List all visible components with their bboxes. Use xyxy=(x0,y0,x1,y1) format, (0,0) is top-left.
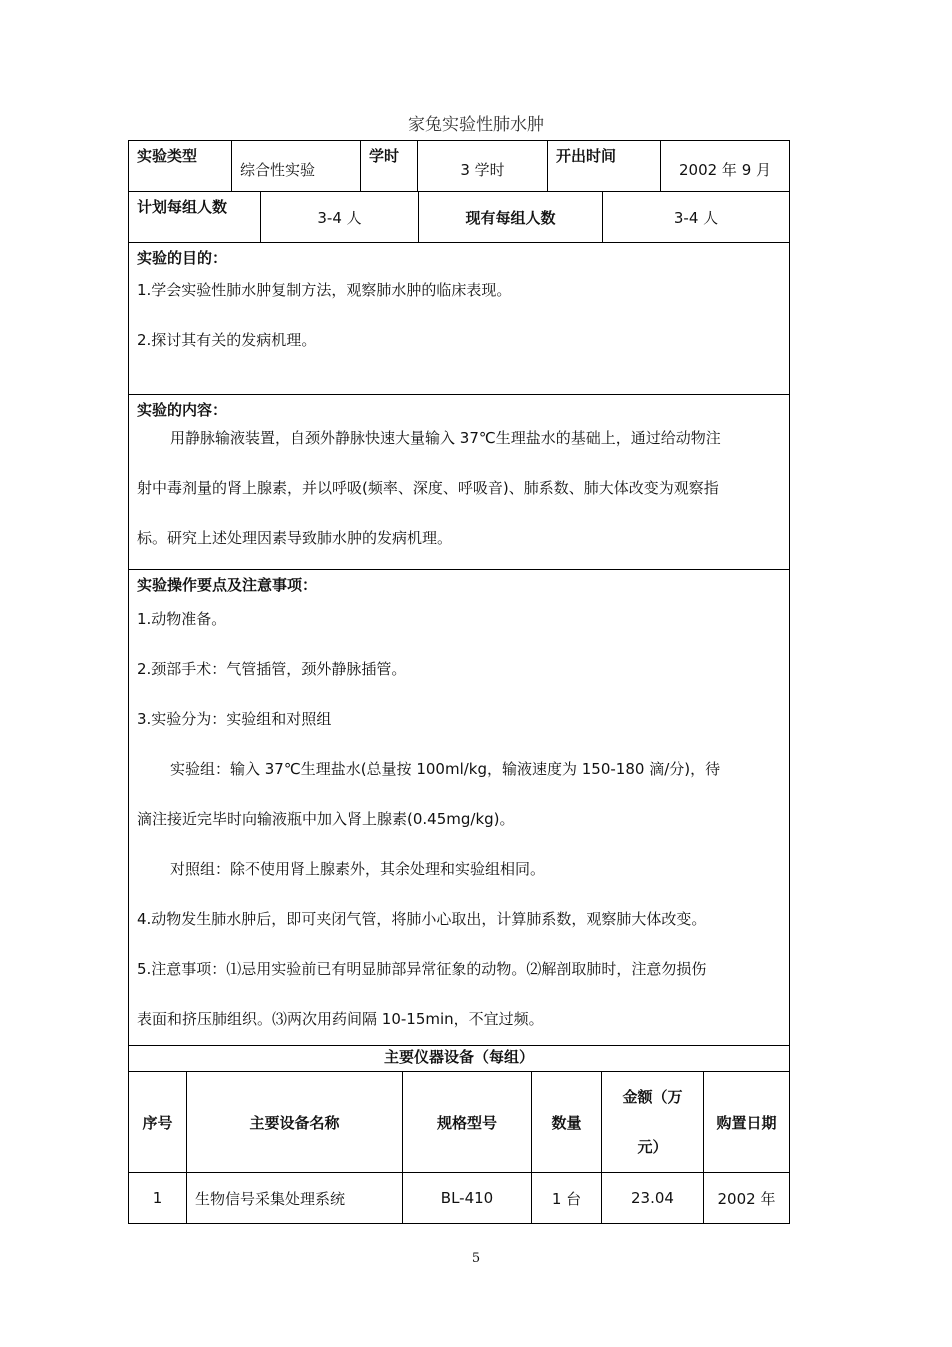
amount-header-line: 金额（万 xyxy=(622,1088,683,1106)
hours-label: 学时 xyxy=(361,141,418,191)
current-group-size-label: 现有每组人数 xyxy=(419,192,603,242)
operation-line: 5.注意事项：⑴忌用实验前已有明显肺部异常征象的动物。⑵解剖取肺时，注意勿损伤 xyxy=(137,960,707,978)
operation-line: 滴注接近完毕时向输液瓶中加入肾上腺素(0.45mg/kg)。 xyxy=(137,810,515,828)
operation-line: 4.动物发生肺水肿后，即可夹闭气管，将肺小心取出，计算肺系数，观察肺大体改变。 xyxy=(137,910,707,928)
operation-line: 2.颈部手术：气管插管，颈外静脉插管。 xyxy=(137,660,407,678)
operation-line: 3.实验分为：实验组和对照组 xyxy=(137,710,332,728)
current-group-size-value: 3-4 人 xyxy=(673,208,719,227)
purpose-line: 2.探讨其有关的发病机理。 xyxy=(137,331,317,349)
document-title: 家兔实验性肺水肿 xyxy=(408,115,544,135)
equipment-amount: 23.04 xyxy=(602,1173,704,1223)
col-header-quantity: 数量 xyxy=(532,1072,602,1172)
start-time-value: 2002 年 9 月 xyxy=(678,160,772,179)
purpose-section xyxy=(129,243,789,394)
operation-line: 1.动物准备。 xyxy=(137,610,227,628)
page-number: 5 xyxy=(471,1251,481,1266)
equipment-heading-row xyxy=(129,1046,789,1072)
operation-section xyxy=(129,570,789,1045)
experiment-form-table xyxy=(128,140,790,1224)
hours-value: 3 学时 xyxy=(418,141,548,191)
col-header-model: 规格型号 xyxy=(403,1072,532,1172)
equipment-quantity: 1 台 xyxy=(532,1173,602,1223)
experiment-type-label: 实验类型 xyxy=(129,141,232,191)
content-heading: 实验的内容： xyxy=(137,401,228,419)
start-time-label: 开出时间 xyxy=(548,141,661,191)
planned-group-size-label: 计划每组人数 xyxy=(129,192,261,242)
operation-line: 实验组：输入 37℃生理盐水(总量按 100ml/kg，输液速度为 150-180 滴/分)，待 xyxy=(170,760,721,778)
equipment-name: 生物信号采集处理系统 xyxy=(187,1173,403,1223)
purpose-row xyxy=(129,243,789,395)
content-line: 用静脉输液装置，自颈外静脉快速大量输入 37℃生理盐水的基础上，通过给动物注 xyxy=(170,429,721,447)
equipment-heading: 主要仪器设备（每组） xyxy=(383,1048,534,1066)
operation-row xyxy=(129,570,789,1046)
col-header-purchase-date: 购置日期 xyxy=(716,1113,777,1132)
equipment-purchase-date: 2002 年 xyxy=(717,1189,776,1208)
planned-group-size-value: 3-4 人 xyxy=(261,192,419,242)
type-hours-row xyxy=(129,141,789,192)
amount-header-line: 元） xyxy=(637,1138,668,1156)
group-size-row xyxy=(129,192,789,243)
content-row xyxy=(129,395,789,570)
content-line: 射中毒剂量的肾上腺素，并以呼吸(频率、深度、呼吸音)、肺系数、肺大体改变为观察指 xyxy=(137,479,719,497)
operation-heading: 实验操作要点及注意事项： xyxy=(137,576,318,594)
content-line: 标。研究上述处理因素导致肺水肿的发病机理。 xyxy=(137,529,453,547)
operation-line: 表面和挤压肺组织。⑶两次用药间隔 10-15min，不宜过频。 xyxy=(137,1010,544,1028)
col-header-amount xyxy=(602,1072,704,1172)
equipment-index: 1 xyxy=(129,1173,187,1223)
table-row xyxy=(129,1173,789,1223)
equipment-model: BL-410 xyxy=(403,1173,532,1223)
content-section xyxy=(129,395,789,569)
col-header-index: 序号 xyxy=(129,1072,187,1172)
experiment-type-value: 综合性实验 xyxy=(232,141,361,191)
operation-line: 对照组：除不使用肾上腺素外，其余处理和实验组相同。 xyxy=(170,860,546,878)
col-header-name: 主要设备名称 xyxy=(187,1072,403,1172)
equipment-header-row xyxy=(129,1072,789,1173)
purpose-line: 1.学会实验性肺水肿复制方法，观察肺水肿的临床表现。 xyxy=(137,281,512,299)
purpose-heading: 实验的目的： xyxy=(137,249,228,267)
